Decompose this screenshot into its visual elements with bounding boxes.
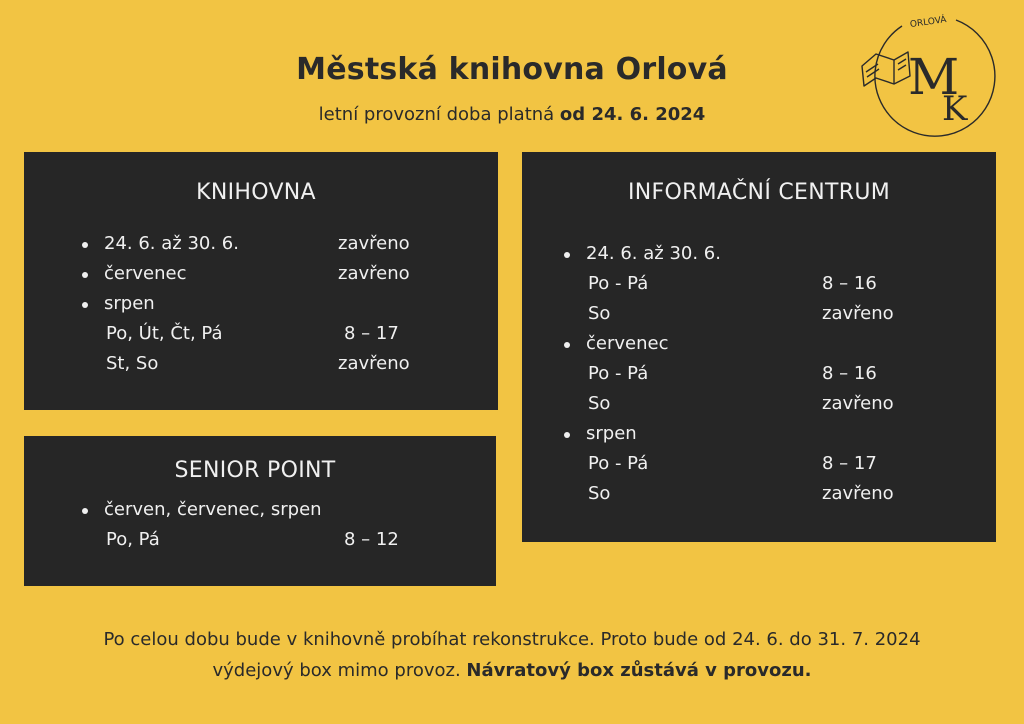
panel-heading-knihovna: KNIHOVNA: [196, 180, 316, 205]
logo-letter-k: K: [942, 89, 968, 129]
footer-line-2: [0, 655, 1024, 686]
info-row-label: Po - Pá: [588, 273, 649, 294]
senior-row-value: 8 – 12: [344, 529, 399, 550]
panel-informacni-centrum: [522, 152, 996, 542]
info-row-label: červenec: [586, 333, 669, 354]
info-row-label: 24. 6. až 30. 6.: [586, 243, 721, 264]
knihovna-row-label: srpen: [104, 293, 155, 314]
knihovna-row-label: červenec: [104, 263, 187, 284]
senior-row-label: červen, červenec, srpen: [104, 499, 322, 520]
panel-knihovna: [24, 152, 498, 410]
subtitle-date: od 24. 6. 2024: [559, 104, 706, 125]
knihovna-row-label: 24. 6. až 30. 6.: [104, 233, 239, 254]
footer-line-2-bold: Návratový box zůstává v provozu.: [466, 660, 812, 681]
knihovna-row-label: Po, Út, Čt, Pá: [106, 323, 223, 344]
knihovna-row-value: zavřeno: [338, 353, 410, 374]
info-row-label: Po - Pá: [588, 363, 649, 384]
info-row-value: 8 – 16: [822, 273, 877, 294]
panel-senior-point: [24, 436, 496, 586]
logo-top-text: ORLOVÁ: [909, 15, 948, 31]
footer-line-1: Po celou dobu bude v knihovně probíhat rekonstrukce. Proto bude od 24. 6. do 31. 7. 2024: [103, 629, 921, 650]
info-row-value: zavřeno: [822, 393, 894, 414]
panel-heading-senior-point: SENIOR POINT: [174, 458, 336, 483]
info-row-label: So: [588, 483, 611, 504]
library-logo: [858, 12, 998, 138]
panel-heading-informacni-centrum: INFORMAČNÍ CENTRUM: [627, 180, 891, 205]
info-row-label: Po - Pá: [588, 453, 649, 474]
logo-letter-m: M: [908, 48, 960, 106]
info-row-value: 8 – 17: [822, 453, 877, 474]
footer-notice: [0, 624, 1024, 686]
knihovna-row-label: St, So: [106, 353, 159, 374]
senior-row-label: Po, Pá: [106, 529, 160, 550]
info-row-label: srpen: [586, 423, 637, 444]
info-row-value: zavřeno: [822, 303, 894, 324]
info-row-value: 8 – 16: [822, 363, 877, 384]
page-title: Městská knihovna Orlová: [296, 52, 728, 87]
info-row-label: So: [588, 303, 611, 324]
knihovna-row-value: zavřeno: [338, 263, 410, 284]
knihovna-row-value: zavřeno: [338, 233, 410, 254]
info-row-label: So: [588, 393, 611, 414]
knihovna-row-value: 8 – 17: [344, 323, 399, 344]
subtitle-prefix: letní provozní doba platná: [318, 104, 560, 125]
footer-line-2-prefix: výdejový box mimo provoz.: [212, 660, 467, 681]
info-row-value: zavřeno: [822, 483, 894, 504]
open-book-icon: [862, 52, 910, 86]
